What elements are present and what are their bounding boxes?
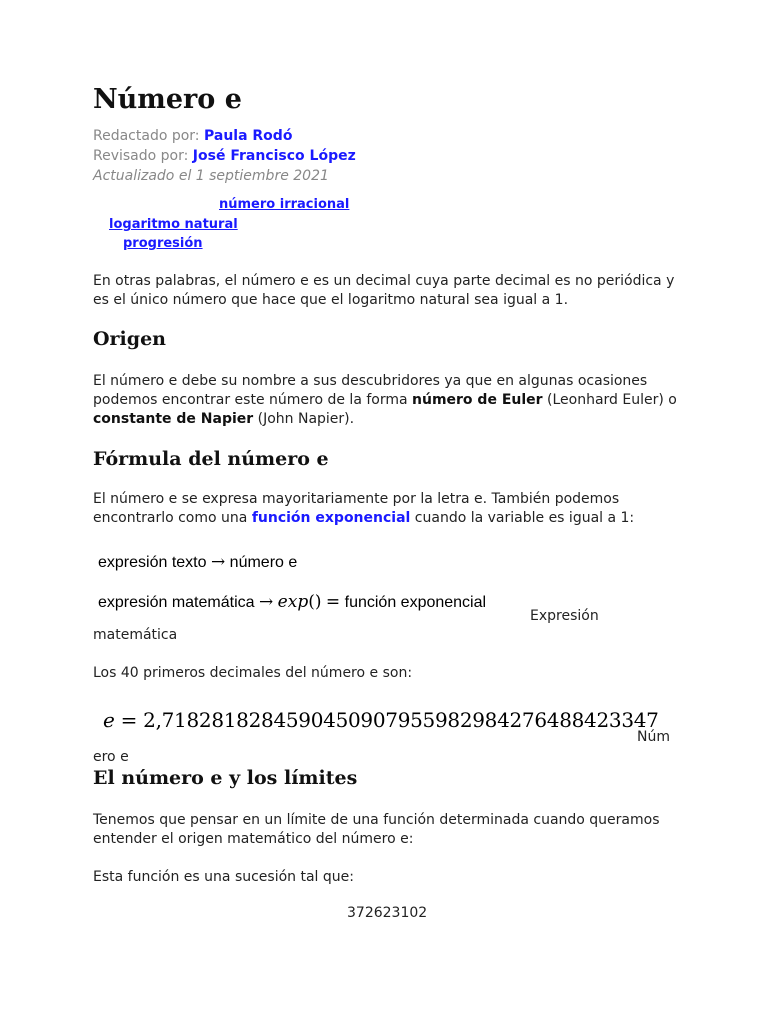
irrational-number-link[interactable]: número irracional xyxy=(219,197,350,212)
formula-heading: Fórmula del número e xyxy=(93,448,329,470)
reviewer-link[interactable]: José Francisco López xyxy=(192,148,356,164)
progression-link[interactable]: progresión xyxy=(123,236,203,251)
limits-heading: El número e y los límites xyxy=(93,767,358,789)
formula-line-text xyxy=(98,552,297,572)
formula-line1-right: número e xyxy=(229,554,298,571)
formula-text-2: cuando la variable es igual a 1: xyxy=(410,510,635,526)
formula-line-math xyxy=(98,592,486,612)
intro-paragraph: En otras palabras, el número e es un decimal cuya parte decimal es no periódica y es el único número que hace que el logaritmo natural sea igual a 1. xyxy=(93,273,675,308)
natural-log-link[interactable]: logaritmo natural xyxy=(109,217,238,232)
euler-term: número de Euler xyxy=(412,392,543,408)
e-value-equation xyxy=(103,708,659,732)
reviewer-label: Revisado por: xyxy=(93,148,189,164)
exp-symbol: exp xyxy=(277,592,309,612)
formula-caption-b: matemática xyxy=(93,627,178,643)
origin-text-3: (John Napier). xyxy=(253,411,355,427)
author-label: Redactado por: xyxy=(93,128,200,144)
formula-caption-a: Expresión xyxy=(530,608,599,624)
updated-date: Actualizado el 1 septiembre 2021 xyxy=(93,168,329,184)
formula-paragraph xyxy=(93,490,683,528)
equals-sign: = xyxy=(120,708,138,732)
reviewer-line xyxy=(93,148,356,164)
origin-paragraph xyxy=(93,372,683,429)
limits-paragraph: Tenemos que pensar en un límite de una función determinada cuando queramos entender el origen matemático del número e: xyxy=(93,812,660,847)
e-symbol: e xyxy=(103,708,115,732)
napier-term: constante de Napier xyxy=(93,411,254,427)
exp-function-link[interactable]: función exponencial xyxy=(251,510,411,526)
origin-heading: Origen xyxy=(93,328,166,350)
formula-line1-left: expresión texto xyxy=(98,554,207,571)
page-title: Número e xyxy=(93,84,242,115)
origin-text-2: (Leonhard Euler) o xyxy=(542,392,677,408)
author-line xyxy=(93,128,292,144)
equals-sign: = xyxy=(325,592,341,612)
sequence-paragraph: Esta función es una sucesión tal que: xyxy=(93,869,354,885)
exp-parens: () xyxy=(308,592,322,612)
formula-text-1: El número e se expresa mayoritariamente por la letra e. También podemos encontrarlo como una xyxy=(93,491,620,526)
footer-number: 372623102 xyxy=(347,905,428,921)
arrow-icon: → xyxy=(210,552,226,572)
formula-line2-left: expresión matemática xyxy=(98,594,255,611)
decimals-caption-a: Núm xyxy=(637,729,670,745)
e-decimal-value: 2,7182818284590450907955982984276488423347 xyxy=(143,708,659,732)
arrow-icon: → xyxy=(258,592,274,612)
formula-line2-right: función exponencial xyxy=(344,594,487,611)
decimals-caption-b: ero e xyxy=(93,749,129,765)
decimals-intro: Los 40 primeros decimales del número e son: xyxy=(93,665,413,681)
author-link[interactable]: Paula Rodó xyxy=(203,128,293,144)
origin-text-1: El número e debe su nombre a sus descubridores ya que en algunas ocasiones podemos encontrar este número de la forma xyxy=(93,373,648,408)
